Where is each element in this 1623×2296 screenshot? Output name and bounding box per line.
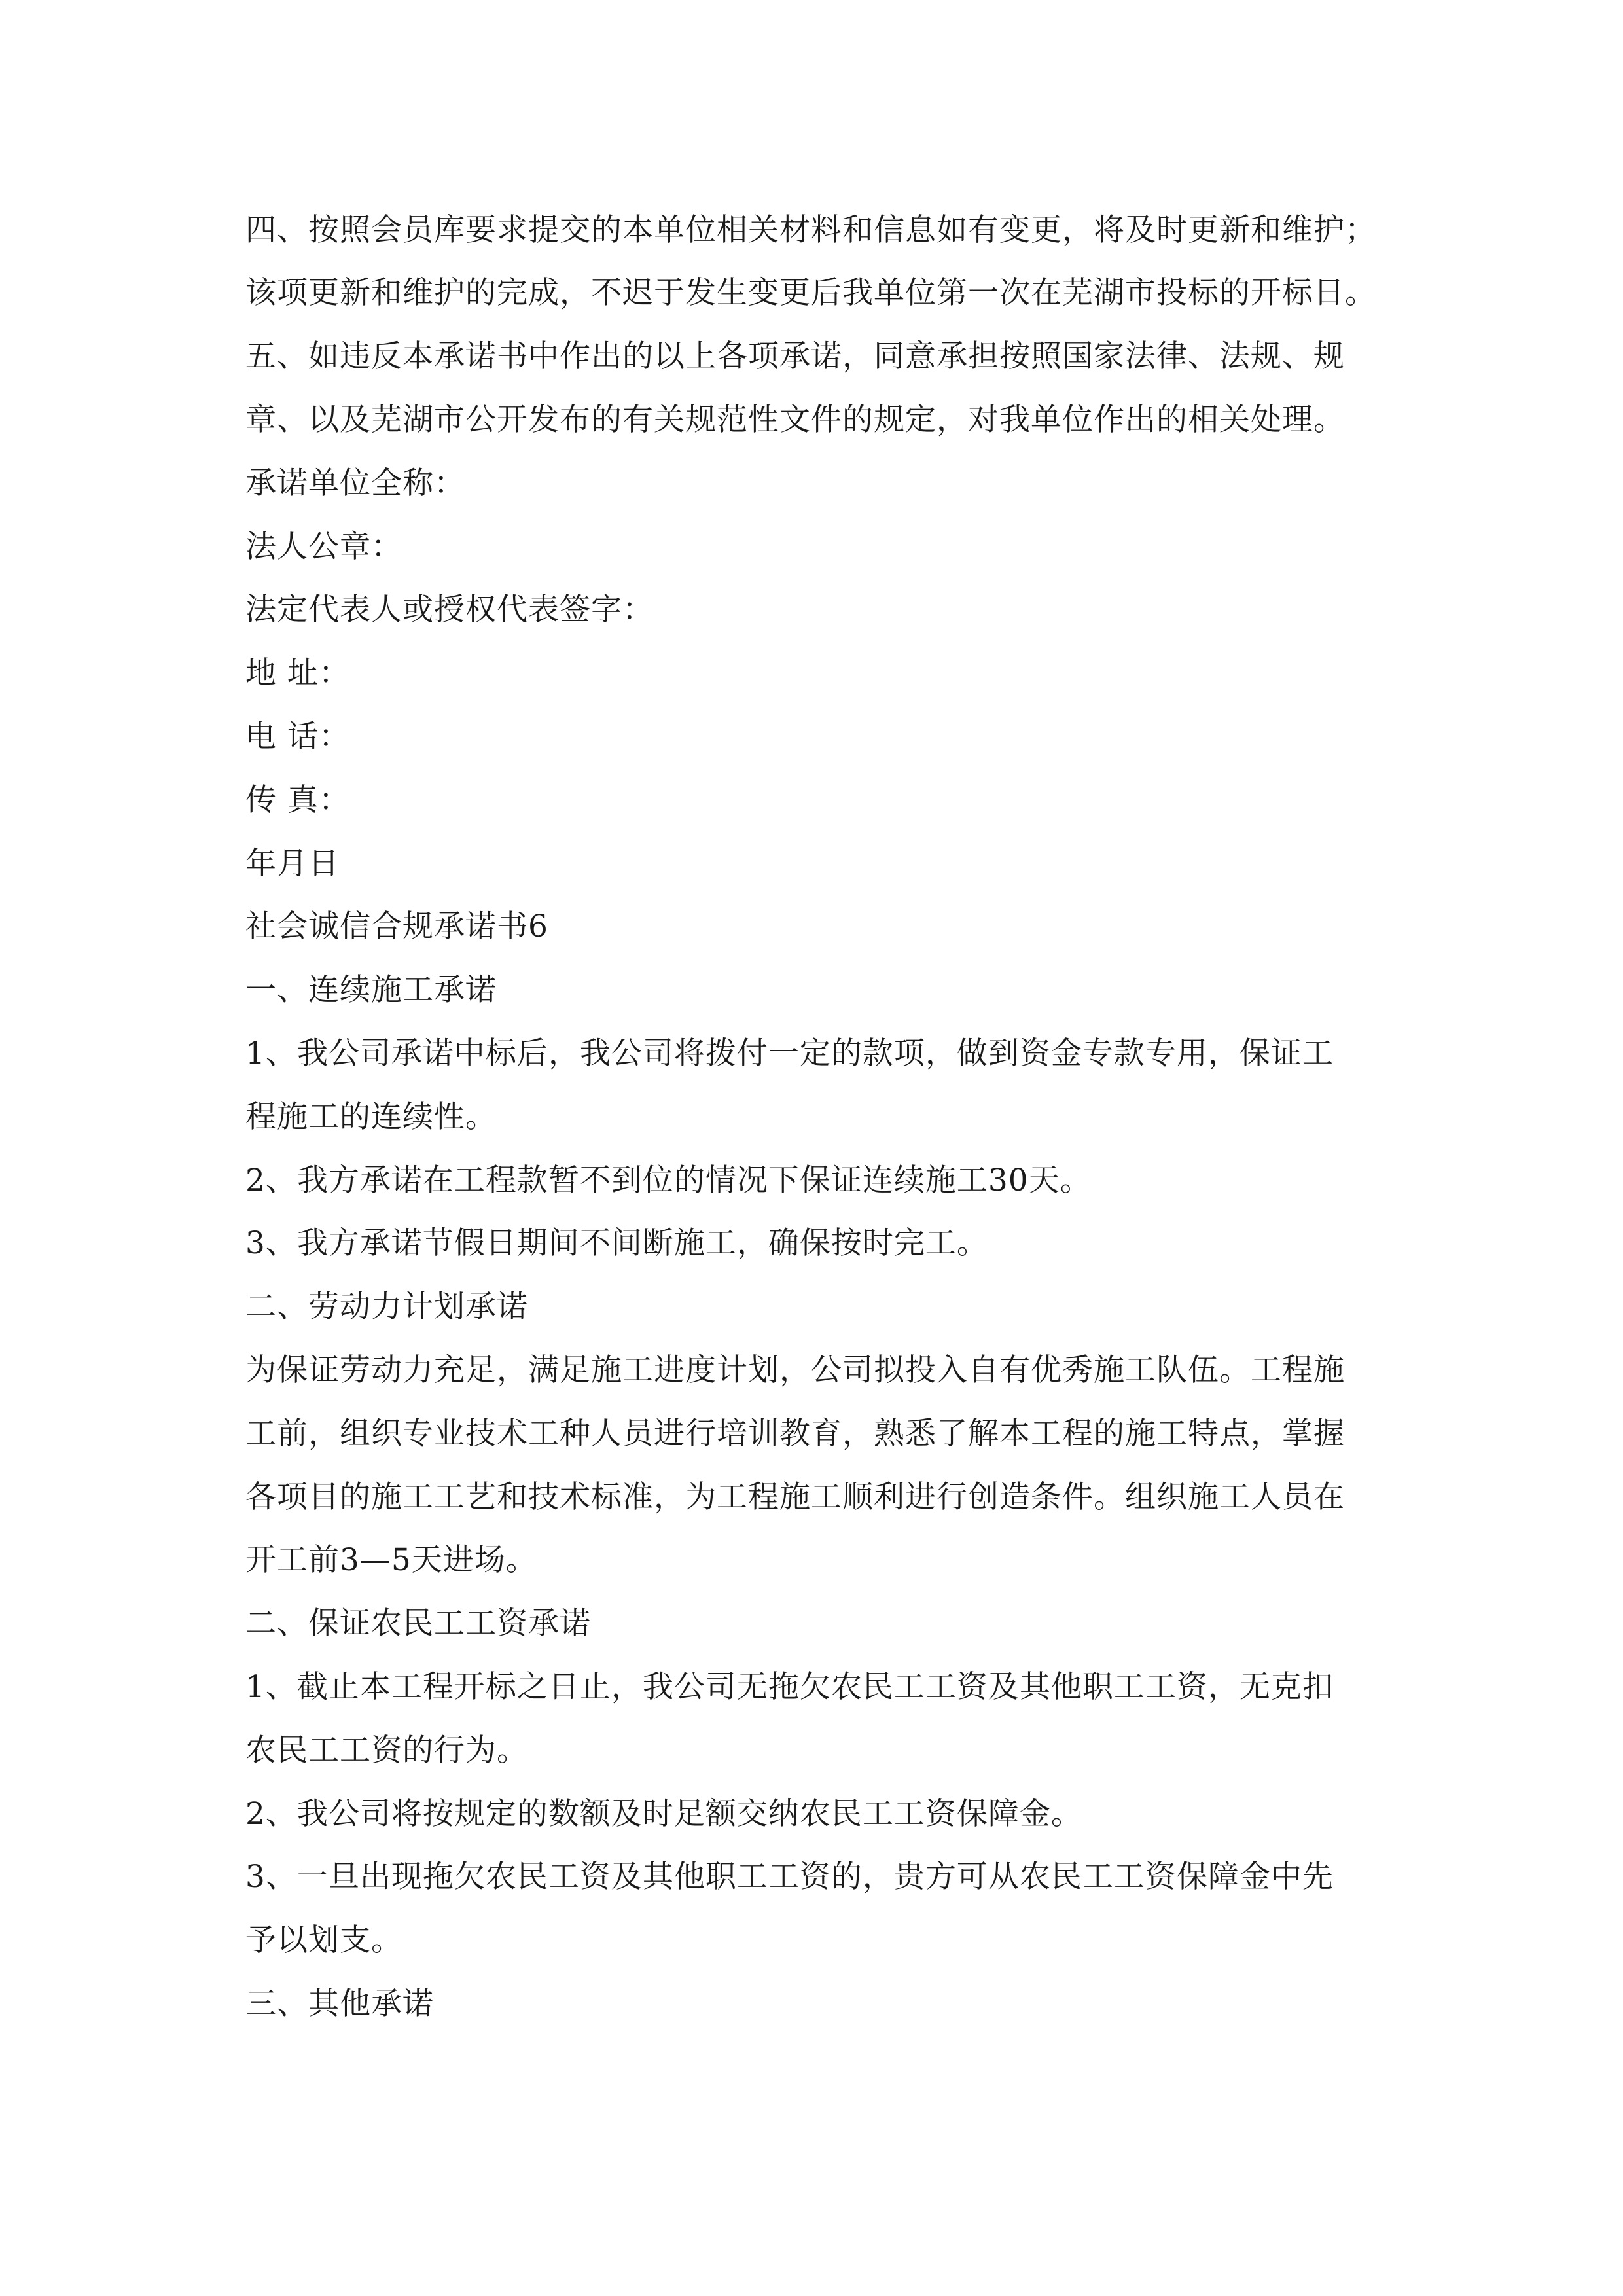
section-heading: 三、其他承诺 (245, 1986, 434, 2022)
text-line: 该项更新和维护的完成，不迟于发生变更后我单位第一次在芜湖市投标的开标日。 (245, 275, 1376, 311)
text-line: 年月日 (245, 846, 340, 882)
text-line: 2、我方承诺在工程款暂不到位的情况下保证连续施工30天。 (245, 1162, 1092, 1198)
section-heading: 二、劳动力计划承诺 (245, 1289, 528, 1325)
text-line: 1、我公司承诺中标后，我公司将拨付一定的款项，做到资金专款专用，保证工 (245, 1035, 1334, 1071)
text-line: 五、如违反本承诺书中作出的以上各项承诺，同意承担按照国家法律、法规、规 (245, 338, 1345, 374)
text-line: 为保证劳动力充足，满足施工进度计划，公司拟投入自有优秀施工队伍。工程施 (245, 1352, 1345, 1388)
text-line: 1、截止本工程开标之日止，我公司无拖欠农民工工资及其他职工工资，无克扣 (245, 1669, 1334, 1705)
text-line: 3、一旦出现拖欠农民工资及其他职工工资的，贵方可从农民工工资保障金中先 (245, 1859, 1334, 1895)
section-heading: 二、保证农民工工资承诺 (245, 1605, 591, 1641)
text-line: 承诺单位全称： (245, 465, 465, 501)
text-line: 农民工工资的行为。 (245, 1732, 528, 1768)
text-line: 3、我方承诺节假日期间不间断施工，确保按时完工。 (245, 1225, 988, 1261)
text-line: 法定代表人或授权代表签字： (245, 592, 654, 628)
text-line: 开工前3—5天进场。 (245, 1542, 537, 1578)
section-heading: 一、连续施工承诺 (245, 972, 497, 1008)
text-line: 程施工的连续性。 (245, 1099, 497, 1135)
text-line: 电 话： (245, 719, 350, 755)
text-line: 章、以及芜湖市公开发布的有关规范性文件的规定，对我单位作出的相关处理。 (245, 402, 1345, 438)
section-title: 社会诚信合规承诺书6 (245, 908, 548, 944)
text-line: 四、按照会员库要求提交的本单位相关材料和信息如有变更，将及时更新和维护； (245, 212, 1376, 248)
text-line: 传 真： (245, 782, 350, 818)
text-line: 予以划支。 (245, 1922, 402, 1958)
text-line: 地 址： (245, 655, 350, 691)
text-line: 各项目的施工工艺和技术标准，为工程施工顺利进行创造条件。组织施工人员在 (245, 1479, 1345, 1515)
text-line: 法人公章： (245, 529, 402, 565)
text-line: 工前，组织专业技术工种人员进行培训教育，熟悉了解本工程的施工特点，掌握 (245, 1416, 1345, 1452)
text-line: 2、我公司将按规定的数额及时足额交纳农民工工资保障金。 (245, 1796, 1082, 1832)
